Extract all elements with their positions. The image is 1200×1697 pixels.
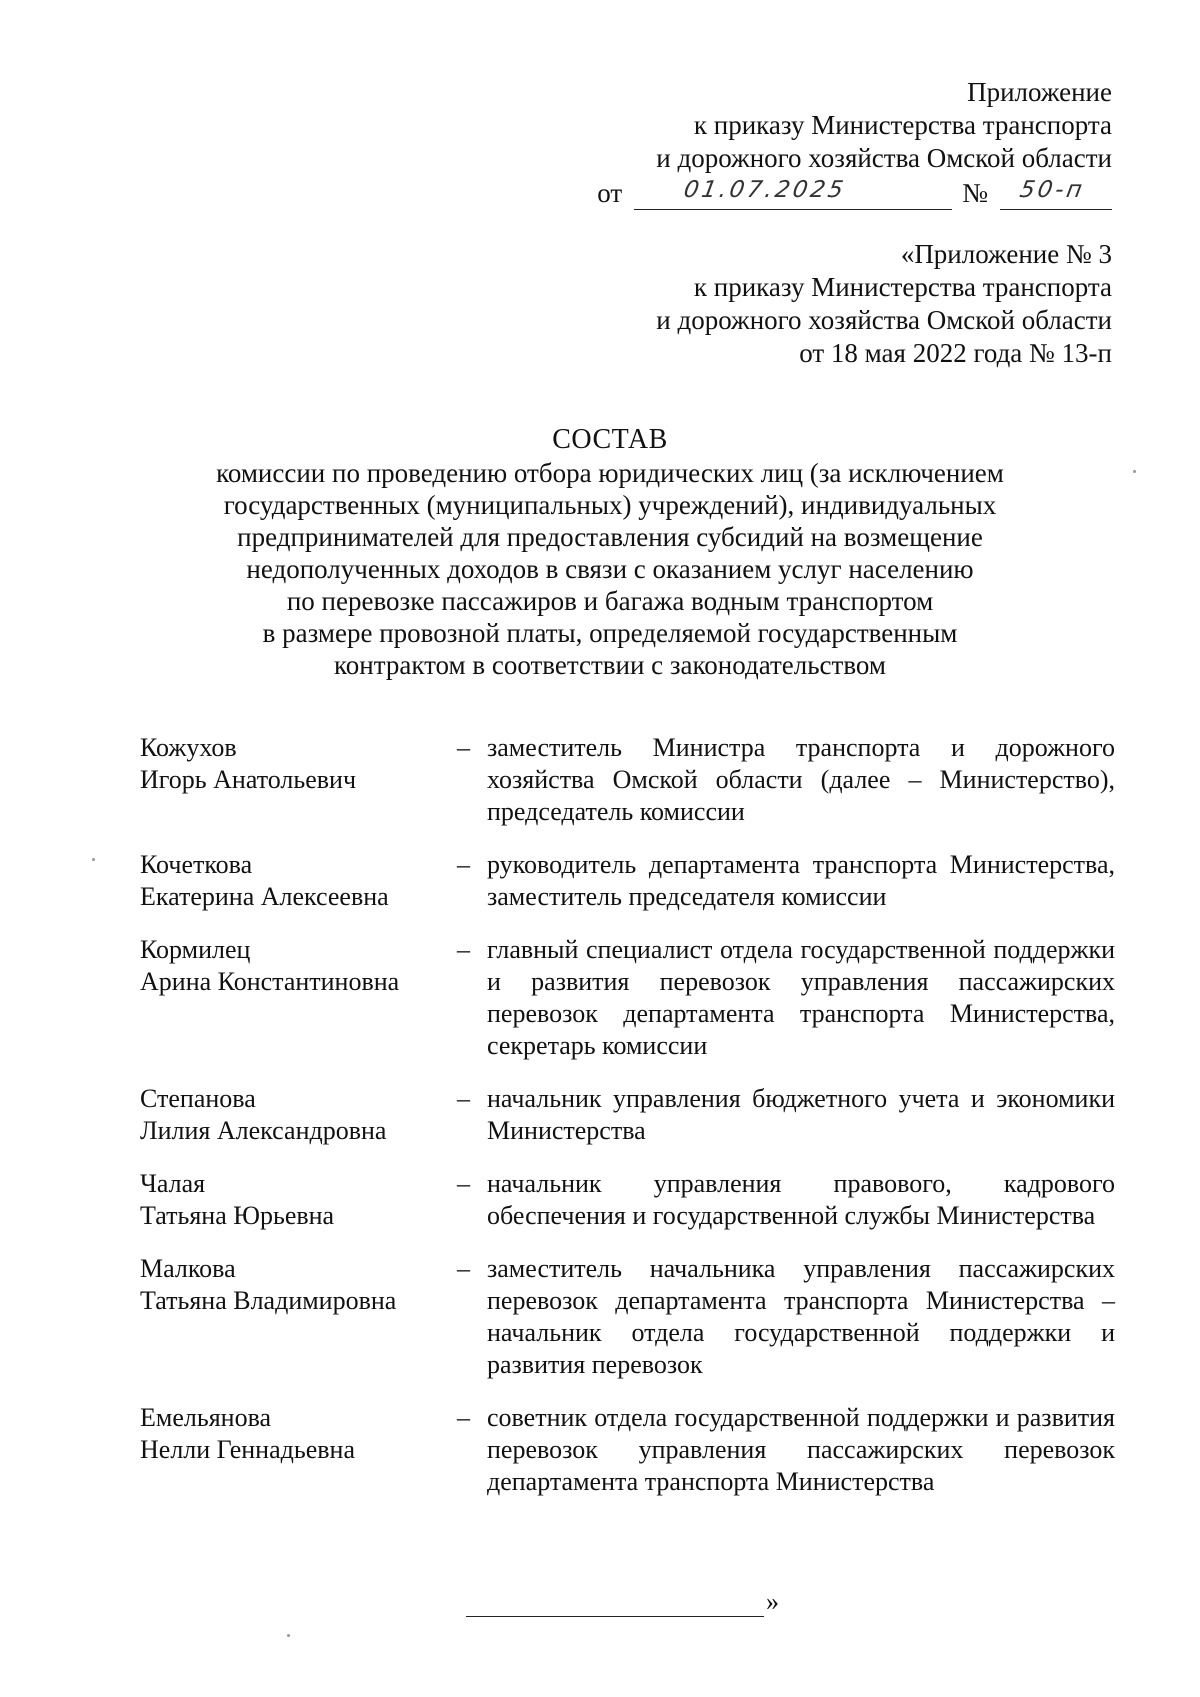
member-name: [140, 1253, 460, 1317]
annex3-ministry-line: и дорожного хозяйства Омской области: [656, 305, 1112, 335]
member-given-names: Игорь Анатольевич: [140, 765, 357, 794]
annex-ministry-line: и дорожного хозяйства Омской области: [656, 143, 1112, 173]
list-item: [140, 1083, 1115, 1147]
dash-separator: –: [457, 1403, 470, 1432]
member-surname: Кожухов: [140, 733, 237, 762]
dash-separator: –: [457, 850, 470, 879]
annex-date-number-line: [597, 177, 1112, 210]
member-given-names: Нелли Геннадьевна: [140, 1435, 355, 1464]
scan-speck: [287, 1634, 290, 1637]
list-item: [140, 934, 1115, 1062]
list-item: [140, 849, 1115, 913]
member-role: руководитель департамента транспорта Министерства, заместитель председателя комиссии: [487, 850, 1115, 911]
member-role: главный специалист отдела государственной поддержки и развития перевозок управления пассажирских перевозок департамента транспорта Министерства, секретарь комиссии: [487, 935, 1115, 1060]
document-heading: [150, 424, 1070, 681]
member-given-names: Арина Константиновна: [140, 967, 400, 996]
heading-line: контрактом в соответствии с законодательством: [334, 650, 886, 680]
member-name: [140, 732, 460, 796]
list-item: [140, 732, 1115, 828]
member-name: [140, 1402, 460, 1466]
handwritten-number: 50-п: [1017, 177, 1087, 203]
annex3-title: «Приложение № 3: [900, 239, 1112, 269]
member-surname: Степанова: [140, 1084, 256, 1113]
scan-speck: [92, 858, 95, 861]
member-role: начальник управления бюджетного учета и экономики Министерства: [487, 1084, 1115, 1145]
heading-line: недополученных доходов в связи с оказанием услуг населению: [246, 554, 974, 584]
dash-separator: –: [457, 1254, 470, 1283]
annex-title: Приложение: [967, 77, 1112, 107]
heading-line: по перевозке пассажиров и багажа водным транспортом: [286, 586, 934, 616]
member-surname: Чалая: [140, 1169, 206, 1198]
member-role: заместитель Министра транспорта и дорожного хозяйства Омской области (далее – Министерство), председатель комиссии: [487, 733, 1115, 826]
member-name: [140, 934, 460, 998]
heading-line: предпринимателей для предоставления субсидий на возмещение: [237, 522, 983, 552]
document-title: СОСТАВ: [552, 424, 668, 455]
dash-separator: –: [457, 1084, 470, 1113]
member-given-names: Лилия Александровна: [140, 1116, 387, 1145]
from-label: от: [597, 178, 623, 208]
member-name: [140, 1168, 460, 1232]
member-surname: Емельянова: [140, 1403, 272, 1432]
member-role: заместитель начальника управления пассажирских перевозок департамента транспорта Министерства – начальник отдела государственной поддержки и развития перевозок: [487, 1254, 1115, 1379]
closing-quote: »: [766, 1587, 779, 1616]
scan-speck: [1133, 470, 1136, 473]
list-item: [140, 1168, 1115, 1232]
number-label: №: [962, 178, 988, 208]
handwritten-date: 01.07.2025: [682, 177, 849, 203]
member-role: начальник управления правового, кадрового обеспечения и государственной службы Министерства: [487, 1169, 1115, 1230]
member-surname: Малкова: [140, 1254, 236, 1283]
heading-line: государственных (муниципальных) учреждений), индивидуальных: [223, 490, 997, 520]
member-role: советник отдела государственной поддержки и развития перевозок управления пассажирских перевозок департамента транспорта Министерства: [487, 1403, 1115, 1496]
dash-separator: –: [457, 733, 470, 762]
list-item: [140, 1253, 1115, 1381]
member-name: [140, 849, 460, 913]
heading-line: комиссии по проведению отбора юридических лиц (за исключением: [216, 458, 1004, 488]
date-field: [634, 179, 952, 210]
member-surname: Кочеткова: [140, 850, 253, 879]
list-item: [140, 1402, 1115, 1498]
annex-order-line: к приказу Министерства транспорта: [693, 110, 1112, 140]
member-name: [140, 1083, 460, 1147]
heading-line: в размере провозной платы, определяемой государственным: [262, 618, 958, 648]
member-given-names: Татьяна Юрьевна: [140, 1201, 335, 1230]
member-given-names: Екатерина Алексеевна: [140, 882, 389, 911]
closing-rule: [466, 1590, 764, 1617]
closing-line: [466, 1587, 779, 1617]
dash-separator: –: [457, 935, 470, 964]
member-surname: Кормилец: [140, 935, 251, 964]
annex3-order-line: к приказу Министерства транспорта: [693, 272, 1112, 302]
annex-header: [597, 76, 1112, 210]
annex3-date-line: от 18 мая 2022 года № 13-п: [799, 338, 1112, 368]
annex3-header: [656, 238, 1112, 370]
member-given-names: Татьяна Владимировна: [140, 1286, 397, 1315]
commission-members-list: [140, 732, 1115, 1519]
dash-separator: –: [457, 1169, 470, 1198]
number-field: [1000, 179, 1112, 210]
